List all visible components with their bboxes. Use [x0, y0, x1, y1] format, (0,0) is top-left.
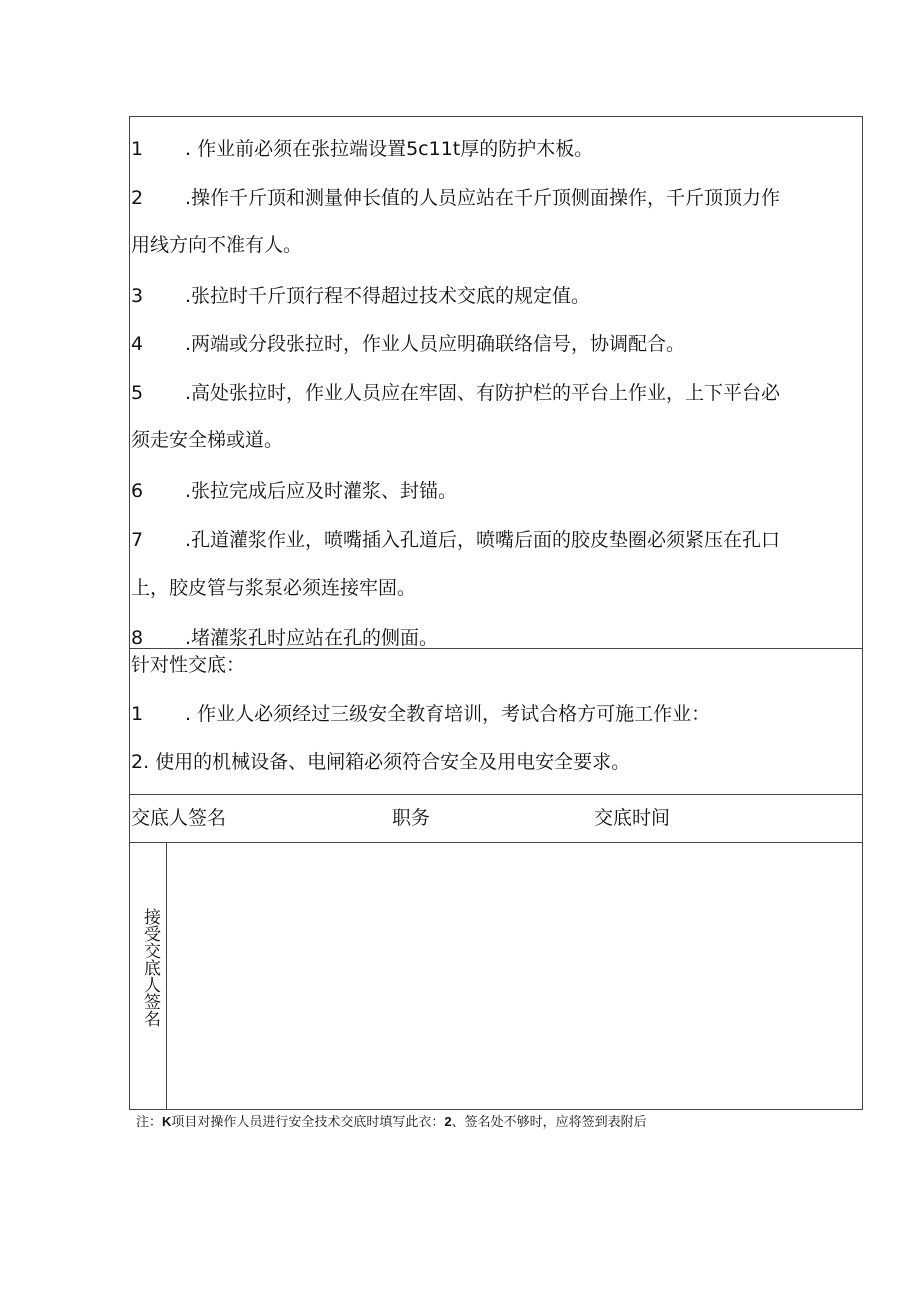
item-5-continued: 须走安全梯或道。	[131, 429, 284, 451]
receiver-signature-area[interactable]	[167, 843, 862, 1109]
item-4: 4 .两端或分段张拉时，作业人员应明确联络信号，协调配合。	[131, 333, 686, 355]
targeted-item-2: 2. 使用的机械设备、电闸箱必须符合安全及用电安全要求。	[131, 751, 631, 773]
receiver-signature-label: 接受交底人签名	[140, 908, 160, 1027]
item-8: 8 .堵灌浆孔时应站在孔的侧面。	[131, 627, 439, 649]
item-2-continued: 用线方向不准有人。	[131, 234, 303, 256]
item-6: 6 .张拉完成后应及时灌浆、封锚。	[131, 480, 458, 502]
item-1: 1 . 作业前必须在张拉端设置5c11t厚的防护木板。	[131, 138, 594, 160]
position-label: 职务	[392, 807, 431, 829]
item-7-continued: 上，胶皮管与浆泵必须连接牢固。	[131, 577, 417, 599]
footnote: 注：K项目对操作人员进行安全技术交底时填写此衣：2、签名处不够时，应将签到表附后	[136, 1114, 647, 1130]
targeted-heading: 针对性交底：	[131, 654, 246, 676]
item-7: 7 .孔道灌浆作业，喷嘴插入孔道后，喷嘴后面的胶皮垫圈必须紧压在孔口	[131, 529, 781, 551]
item-3: 3 .张拉时千斤顶行程不得超过技术交底的规定值。	[131, 285, 591, 307]
briefing-time-label: 交底时间	[594, 807, 671, 829]
divider-signature	[129, 794, 863, 795]
targeted-item-1: 1 . 作业人必须经过三级安全教育培训，考试合格方可施工作业：	[131, 703, 711, 725]
item-2: 2 .操作千斤顶和测量伸长值的人员应站在千斤顶侧面操作，千斤顶顶力作	[131, 187, 781, 209]
item-5: 5 .高处张拉时，作业人员应在牢固、有防护栏的平台上作业，上下平台必	[131, 382, 781, 404]
briefer-signature-label: 交底人签名	[131, 807, 227, 829]
